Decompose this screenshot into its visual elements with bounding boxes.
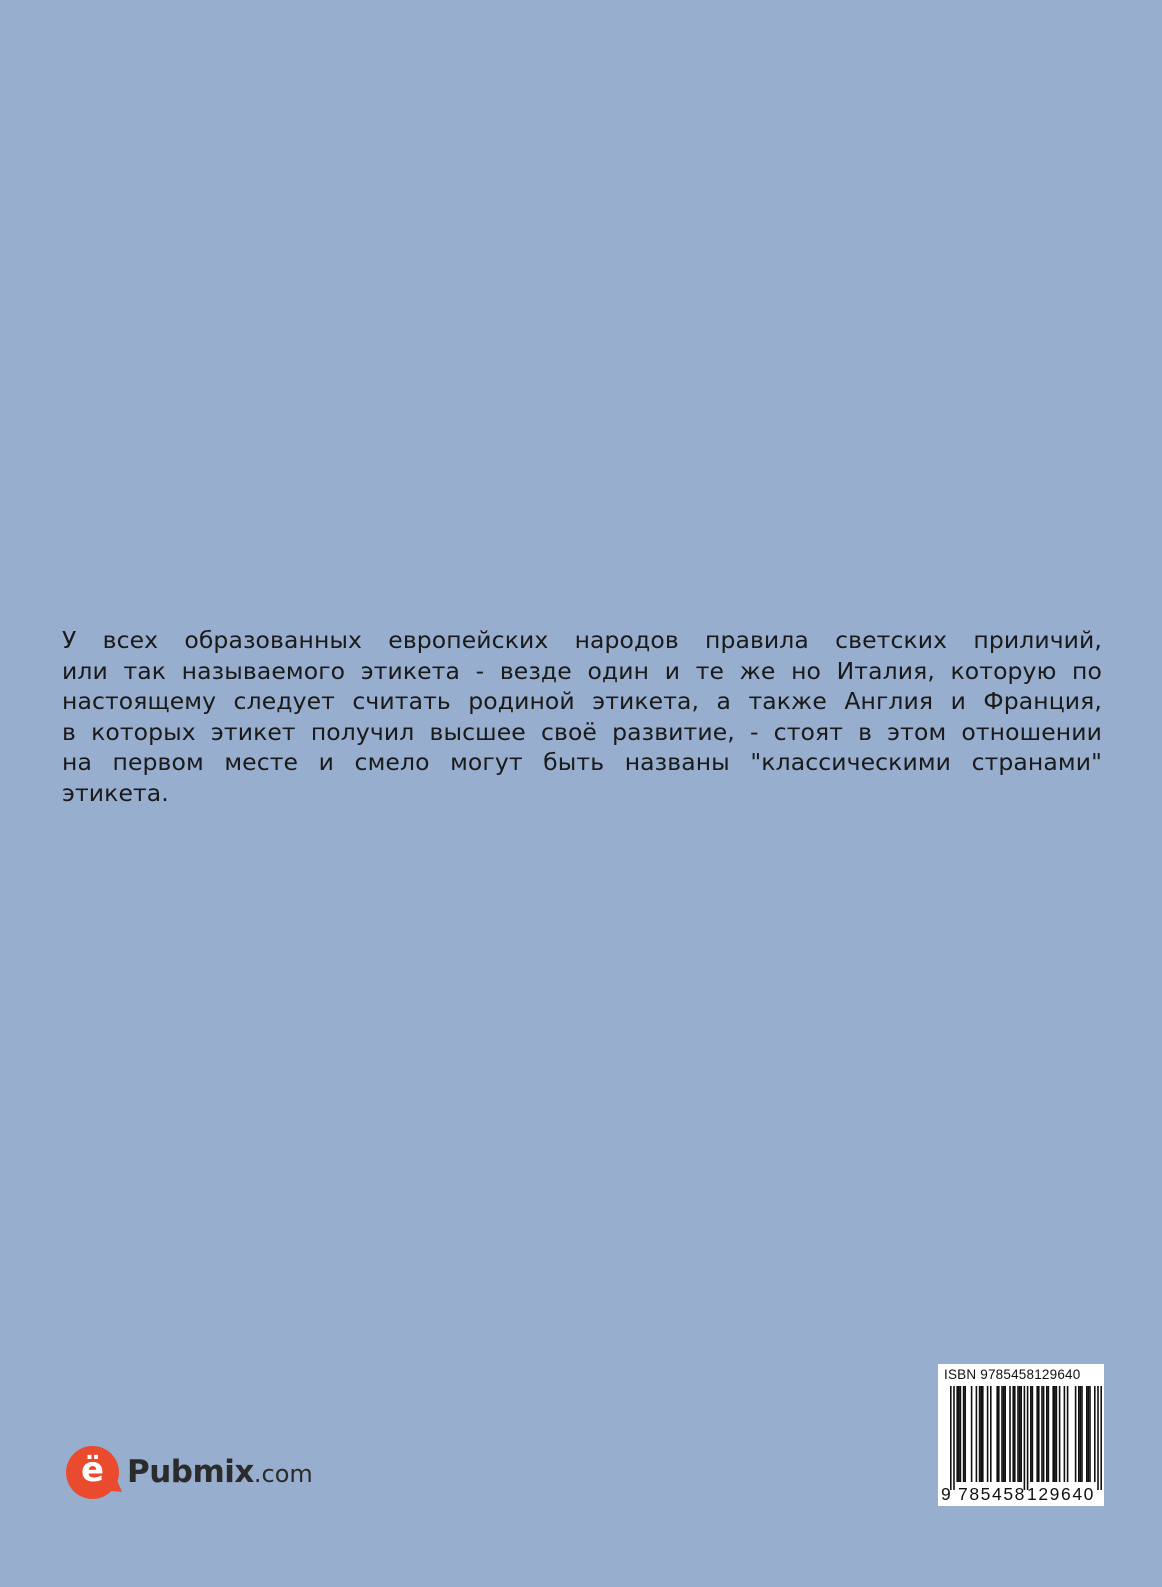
barcode-bar [979, 1386, 981, 1482]
isbn-label: ISBN 9785458129640 [944, 1367, 1081, 1382]
barcode-bar [1081, 1386, 1083, 1482]
isbn-barcode-box [938, 1364, 1104, 1506]
logo-glyph: ё [80, 1450, 105, 1490]
barcode-bar [1080, 1386, 1082, 1482]
barcode-bar [1100, 1386, 1102, 1490]
barcode-bar [1054, 1386, 1056, 1482]
barcode-bar [964, 1386, 966, 1482]
barcode-bar [956, 1386, 958, 1482]
back-cover-blurb [62, 625, 1102, 808]
barcode-bar [1038, 1386, 1040, 1482]
barcode-bar [1030, 1386, 1032, 1482]
barcode-bar [1078, 1386, 1080, 1482]
barcode-bar [987, 1386, 989, 1482]
barcode-bar [1064, 1386, 1066, 1482]
barcode-bar [1012, 1386, 1014, 1482]
barcode-bar [1041, 1386, 1043, 1482]
barcode-bar [1036, 1386, 1038, 1482]
blurb-line: на первом месте и смело могут быть названы "классическими странами" [62, 748, 1102, 776]
barcode-bar [1009, 1386, 1011, 1482]
barcode-bar [1089, 1386, 1091, 1482]
barcode-bar [1088, 1386, 1090, 1482]
barcode-bar [1067, 1386, 1069, 1482]
barcode-bar [1001, 1386, 1003, 1482]
barcode-bar [950, 1386, 952, 1490]
barcode-bar [1086, 1386, 1088, 1482]
blurb-line: этикета. [62, 778, 169, 807]
barcode-bar [1020, 1386, 1022, 1482]
barcode-bar [976, 1386, 978, 1482]
barcode-bar [1056, 1386, 1058, 1482]
barcode-bar [971, 1386, 973, 1482]
publisher-tld: .com [253, 1460, 313, 1488]
barcode-bar [1019, 1386, 1021, 1482]
barcode-bar [1052, 1386, 1054, 1482]
logo-tail-shape [110, 1481, 125, 1497]
barcode-bar [996, 1386, 998, 1482]
barcode-bar [1003, 1386, 1005, 1482]
blurb-line: настоящему следует считать родиной этикета, а также Англия и Франция, [62, 687, 1102, 715]
blurb-line: в которых этикет получил высшее своё развитие, - стоят в этом отношении [62, 717, 1102, 746]
barcode-bar [960, 1386, 962, 1482]
barcode-bar [1075, 1386, 1077, 1482]
barcode-bar [1094, 1386, 1096, 1482]
publisher-name: Pubmix [127, 1454, 254, 1490]
blurb-line: или так называемого этикета - везде один и те же но Италия, которую по [62, 656, 1102, 685]
barcode-bar [980, 1386, 982, 1482]
barcode-bar [1059, 1386, 1061, 1482]
isbn-digit-group-2: 129640 [1027, 1484, 1095, 1504]
isbn-first-digit: 9 [941, 1484, 951, 1504]
barcode-bar [1027, 1386, 1029, 1490]
barcode-bar [1024, 1386, 1026, 1490]
isbn-digits [938, 1484, 1104, 1504]
barcode-bar [1014, 1386, 1016, 1482]
barcode-bar [1017, 1386, 1019, 1482]
blurb-line: У всех образованных европейских народов правила светских приличий, [62, 626, 1102, 654]
barcode-bar [1004, 1386, 1006, 1482]
barcode-bar [982, 1386, 984, 1482]
barcode-bar [1032, 1386, 1034, 1482]
barcode-bar [990, 1386, 992, 1482]
barcode-bar [1046, 1386, 1048, 1482]
barcode-bar [1043, 1386, 1045, 1482]
barcode-bar [963, 1386, 965, 1482]
publisher-logo [66, 1444, 313, 1500]
publisher-brand [127, 1454, 313, 1490]
barcode-bar [1048, 1386, 1050, 1482]
barcode-bar [953, 1386, 955, 1490]
barcode-bar [998, 1386, 1000, 1482]
barcode-bar [1097, 1386, 1099, 1490]
barcode-bar [958, 1386, 960, 1482]
isbn-digit-group-1: 785458 [958, 1484, 1026, 1504]
publisher-logo-icon [66, 1446, 119, 1499]
